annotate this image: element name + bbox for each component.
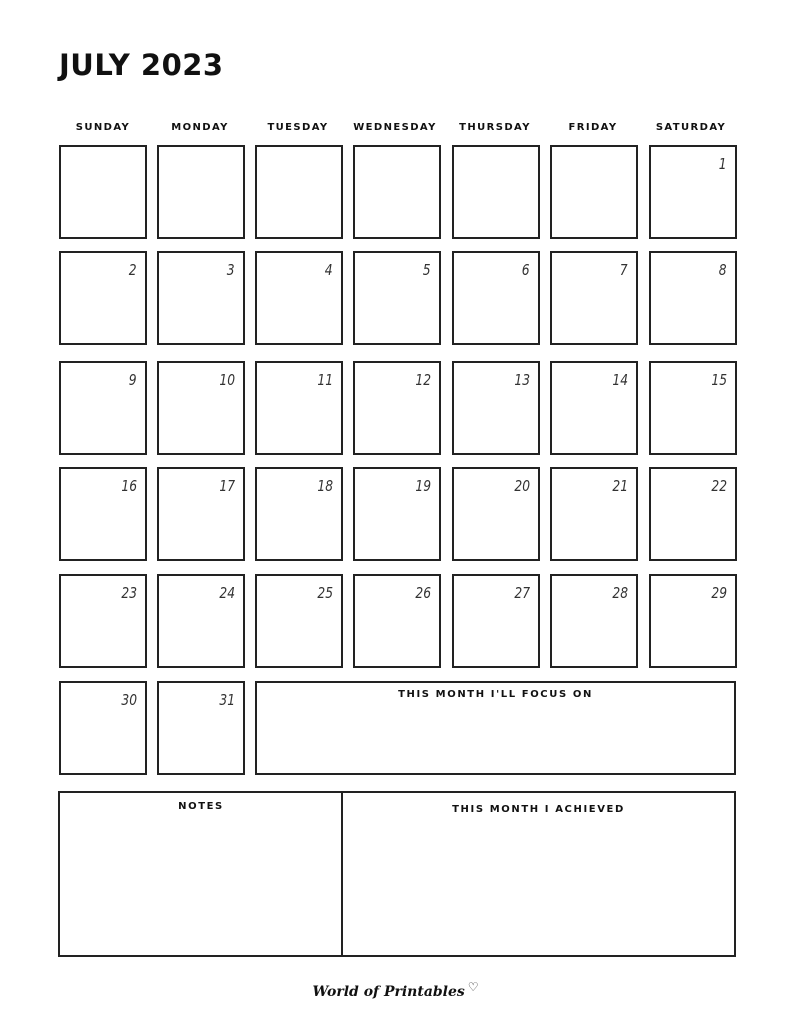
day-cell[interactable] [353, 251, 441, 345]
weekday-label-thursday: THURSDAY [459, 122, 531, 133]
day-cell[interactable] [649, 574, 737, 668]
achieved-label: THIS MONTH I ACHIEVED [452, 804, 625, 815]
day-cell[interactable] [157, 681, 245, 775]
day-number: 13 [514, 371, 530, 389]
day-number: 17 [219, 477, 235, 495]
day-number: 22 [711, 477, 727, 495]
day-cell[interactable] [353, 361, 441, 455]
brand-logo [0, 980, 791, 1000]
day-cell[interactable] [649, 361, 737, 455]
day-number: 2 [129, 261, 137, 279]
day-cell[interactable] [452, 361, 540, 455]
day-cell[interactable] [59, 467, 147, 561]
notes-achieved-box [58, 791, 736, 957]
day-cell[interactable] [353, 574, 441, 668]
brand-name: World of Printables [312, 984, 465, 1000]
day-cell[interactable] [452, 574, 540, 668]
day-cell[interactable] [157, 251, 245, 345]
day-number: 12 [415, 371, 431, 389]
notes-label: NOTES [178, 801, 224, 812]
day-number: 4 [325, 261, 333, 279]
day-cell[interactable] [59, 361, 147, 455]
day-cell[interactable] [452, 467, 540, 561]
day-number: 1 [719, 155, 727, 173]
focus-box[interactable] [255, 681, 736, 775]
day-number: 25 [317, 584, 333, 602]
day-number: 27 [514, 584, 530, 602]
day-number: 15 [711, 371, 727, 389]
day-number: 29 [711, 584, 727, 602]
day-number: 9 [129, 371, 137, 389]
day-cell[interactable] [550, 251, 638, 345]
weekday-label-saturday: SATURDAY [655, 122, 727, 133]
day-cell[interactable] [452, 251, 540, 345]
weekday-label-wednesday: WEDNESDAY [353, 122, 437, 133]
day-number: 7 [620, 261, 628, 279]
weekday-label-friday: FRIDAY [568, 122, 618, 133]
day-cell[interactable] [255, 251, 343, 345]
weekday-label-monday: MONDAY [171, 122, 229, 133]
day-cell[interactable] [255, 574, 343, 668]
day-cell[interactable] [353, 467, 441, 561]
day-number: 19 [415, 477, 431, 495]
day-cell[interactable] [649, 467, 737, 561]
weekday-label-sunday: SUNDAY [75, 122, 131, 133]
day-cell[interactable] [550, 361, 638, 455]
day-number: 16 [121, 477, 137, 495]
day-cell[interactable] [649, 251, 737, 345]
day-cell[interactable] [550, 467, 638, 561]
day-number: 14 [612, 371, 628, 389]
day-cell[interactable] [157, 145, 245, 239]
day-cell[interactable] [157, 574, 245, 668]
day-cell[interactable] [550, 145, 638, 239]
day-number: 28 [612, 584, 628, 602]
day-number: 3 [227, 261, 235, 279]
heart-icon: ♡ [467, 980, 479, 994]
day-number: 8 [719, 261, 727, 279]
day-number: 30 [121, 691, 137, 709]
day-cell[interactable] [649, 145, 737, 239]
page-title: JULY 2023 [59, 48, 224, 82]
weekday-label-tuesday: TUESDAY [267, 122, 329, 133]
day-cell[interactable] [157, 361, 245, 455]
day-number: 18 [317, 477, 333, 495]
day-cell[interactable] [550, 574, 638, 668]
day-number: 24 [219, 584, 235, 602]
day-number: 20 [514, 477, 530, 495]
day-cell[interactable] [353, 145, 441, 239]
day-cell[interactable] [157, 467, 245, 561]
day-cell[interactable] [59, 145, 147, 239]
day-number: 5 [423, 261, 431, 279]
day-cell[interactable] [255, 361, 343, 455]
day-number: 31 [219, 691, 235, 709]
day-number: 26 [415, 584, 431, 602]
day-cell[interactable] [452, 145, 540, 239]
day-cell[interactable] [59, 574, 147, 668]
day-cell[interactable] [59, 681, 147, 775]
day-cell[interactable] [255, 145, 343, 239]
notes-divider [341, 793, 343, 955]
day-number: 23 [121, 584, 137, 602]
day-cell[interactable] [59, 251, 147, 345]
focus-label: THIS MONTH I'LL FOCUS ON [398, 689, 593, 700]
day-number: 10 [219, 371, 235, 389]
day-number: 6 [522, 261, 530, 279]
day-cell[interactable] [255, 467, 343, 561]
day-number: 11 [317, 371, 333, 389]
day-number: 21 [612, 477, 628, 495]
